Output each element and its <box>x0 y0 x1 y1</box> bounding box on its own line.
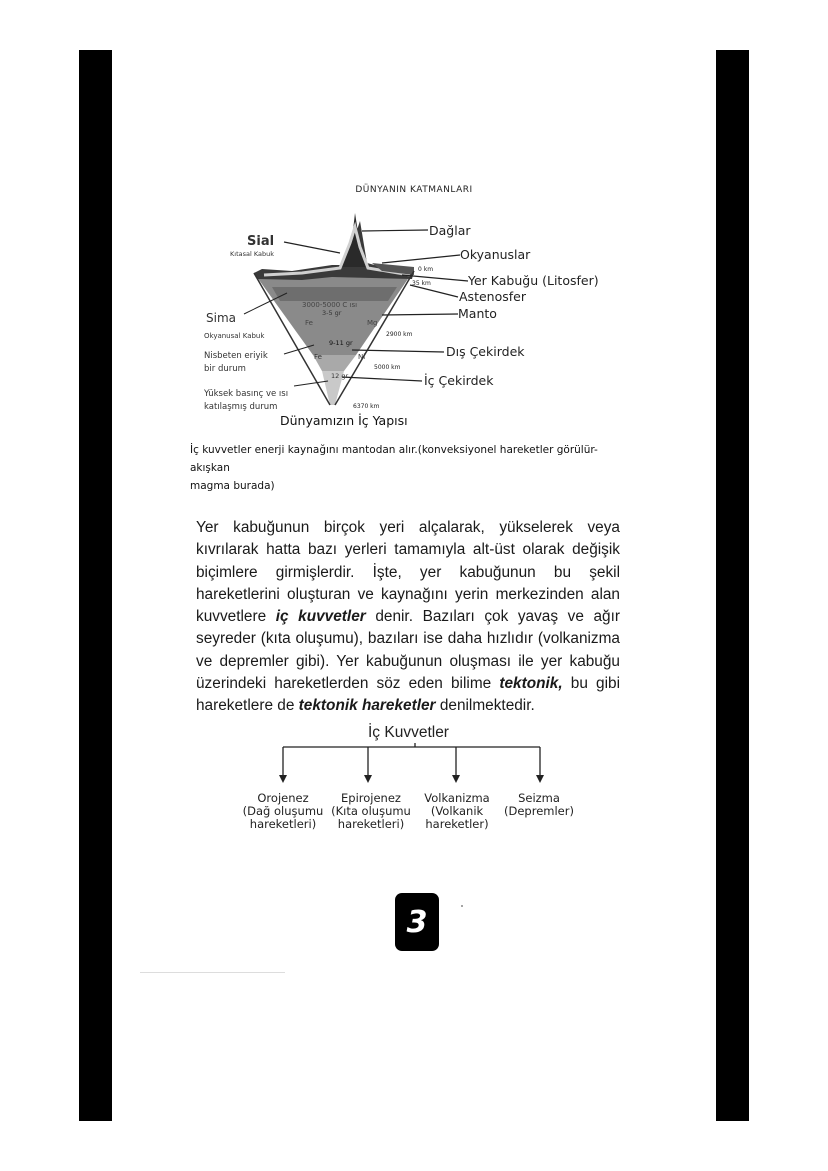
inner-density-mantle: 3-5 gr <box>322 309 342 317</box>
figure-title: DÜNYANIN KATMANLARI <box>355 185 473 195</box>
page-number-badge: 3 <box>395 893 439 951</box>
child-3-line-2: (Volkanik <box>430 804 484 818</box>
child-3-line-3: hareketler) <box>425 817 489 831</box>
child-4-line-2: (Depremler) <box>504 804 574 818</box>
figure-caption <box>190 441 618 495</box>
term-tektonik: tektonik, <box>499 675 563 693</box>
inner-ni: Ni <box>358 353 366 361</box>
tree-arrow-4 <box>536 747 544 783</box>
scan-border-right <box>716 50 749 1121</box>
para-part-2: denir. Bazıları çok yavaş ve ağır seyreder (kıta oluşumu), bazıları ise daha hızlıdır (volkanizma ve depremler gibi). Yer kabuğunun oluşması ile yer kabuğu üzerindeki hareketlerden söz eden bilime <box>196 608 621 693</box>
child-3-line-1: Volkanizma <box>424 791 490 805</box>
label-astenosfer: Astenosfer <box>459 289 526 304</box>
scan-border-left <box>79 50 112 1121</box>
figure-bottom-title: Dünyamızın İç Yapısı <box>280 413 408 428</box>
depth-2900km: 2900 km <box>386 331 413 338</box>
label-yuksek-2: katılaşmış durum <box>204 402 278 412</box>
label-manto: Manto <box>458 306 497 321</box>
body-paragraph <box>196 517 620 718</box>
term-tektonik-hareketler: tektonik hareketler <box>298 697 436 715</box>
inner-density-outer: 9-11 gr <box>329 339 353 347</box>
earth-layers-diagram <box>192 205 622 430</box>
inner-fe-2: Fe <box>314 353 322 361</box>
para-part-1: Yer kabuğunun birçok yeri alçalarak, yükselerek veya kıvrılarak hatta bazı yerleri tamamıyla alt-üst olarak değişik biçimlere girmişlerdir. İşte, yer kabuğunun bu şekil hareketlerini oluşturan ve kaynağını yerin merkezinden alan kuvvetlere <box>196 519 620 626</box>
inner-fe-1: Fe <box>305 319 313 327</box>
label-sima: Sima <box>206 311 236 325</box>
label-nisbeten-2: bir durum <box>204 364 246 374</box>
caption-line-2: magma burada) <box>190 480 275 492</box>
tree-root: İç Kuvvetler <box>368 724 449 741</box>
child-4-line-1: Seizma <box>518 791 560 805</box>
label-sial-sub: Kıtasal Kabuk <box>230 250 274 258</box>
child-1-line-2: (Dağ oluşumu <box>242 804 324 818</box>
term-ic-kuvvetler: iç kuvvetler <box>275 608 366 626</box>
caption-line-1: İç kuvvetler enerji kaynağını mantodan alır.(konveksiyonel hareketler görülür-akışkan <box>190 444 598 474</box>
para-part-4: denilmektedir. <box>435 697 535 715</box>
depth-5000km: 5000 km <box>374 364 401 371</box>
label-yuksek-1: Yüksek basınç ve ısı <box>204 389 289 399</box>
label-yer-kabugu: Yer Kabuğu (Litosfer) <box>468 273 599 288</box>
scan-speck <box>461 905 463 907</box>
inner-mg: Mg <box>367 319 378 327</box>
child-1-line-1: Orojenez <box>257 791 309 805</box>
child-1-line-3: hareketleri) <box>249 817 317 831</box>
child-2-line-1: Epirojenez <box>341 791 401 805</box>
child-2-line-3: hareketleri) <box>337 817 405 831</box>
label-nisbeten-1: Nisbeten eriyik <box>204 351 268 361</box>
label-ic-cekirdek: İç Çekirdek <box>424 373 494 388</box>
mantle-dark-band <box>272 287 397 301</box>
label-dis-cekirdek: Dış Çekirdek <box>446 344 525 359</box>
label-okyanuslar: Okyanuslar <box>460 247 531 262</box>
tree-arrow-3 <box>452 747 460 783</box>
tree-arrow-2 <box>364 747 372 783</box>
depth-35km: 35 km <box>412 280 431 287</box>
inner-temp: 3000-5000 C ısı <box>302 301 358 309</box>
para-part-3: bu gibi hareketlere de <box>196 675 620 715</box>
faint-rule <box>140 972 285 973</box>
child-2-line-2: (Kıta oluşumu <box>331 804 411 818</box>
label-sial: Sial <box>247 234 275 249</box>
label-sima-sub: Okyanusal Kabuk <box>204 332 265 340</box>
depth-0km: 0 km <box>418 266 434 273</box>
ic-kuvvetler-tree <box>228 720 608 850</box>
tree-arrow-1 <box>279 747 287 783</box>
label-daglar: Dağlar <box>429 223 471 238</box>
inner-density-inner: 12 gr <box>331 372 349 380</box>
depth-6370km: 6370 km <box>353 403 380 410</box>
